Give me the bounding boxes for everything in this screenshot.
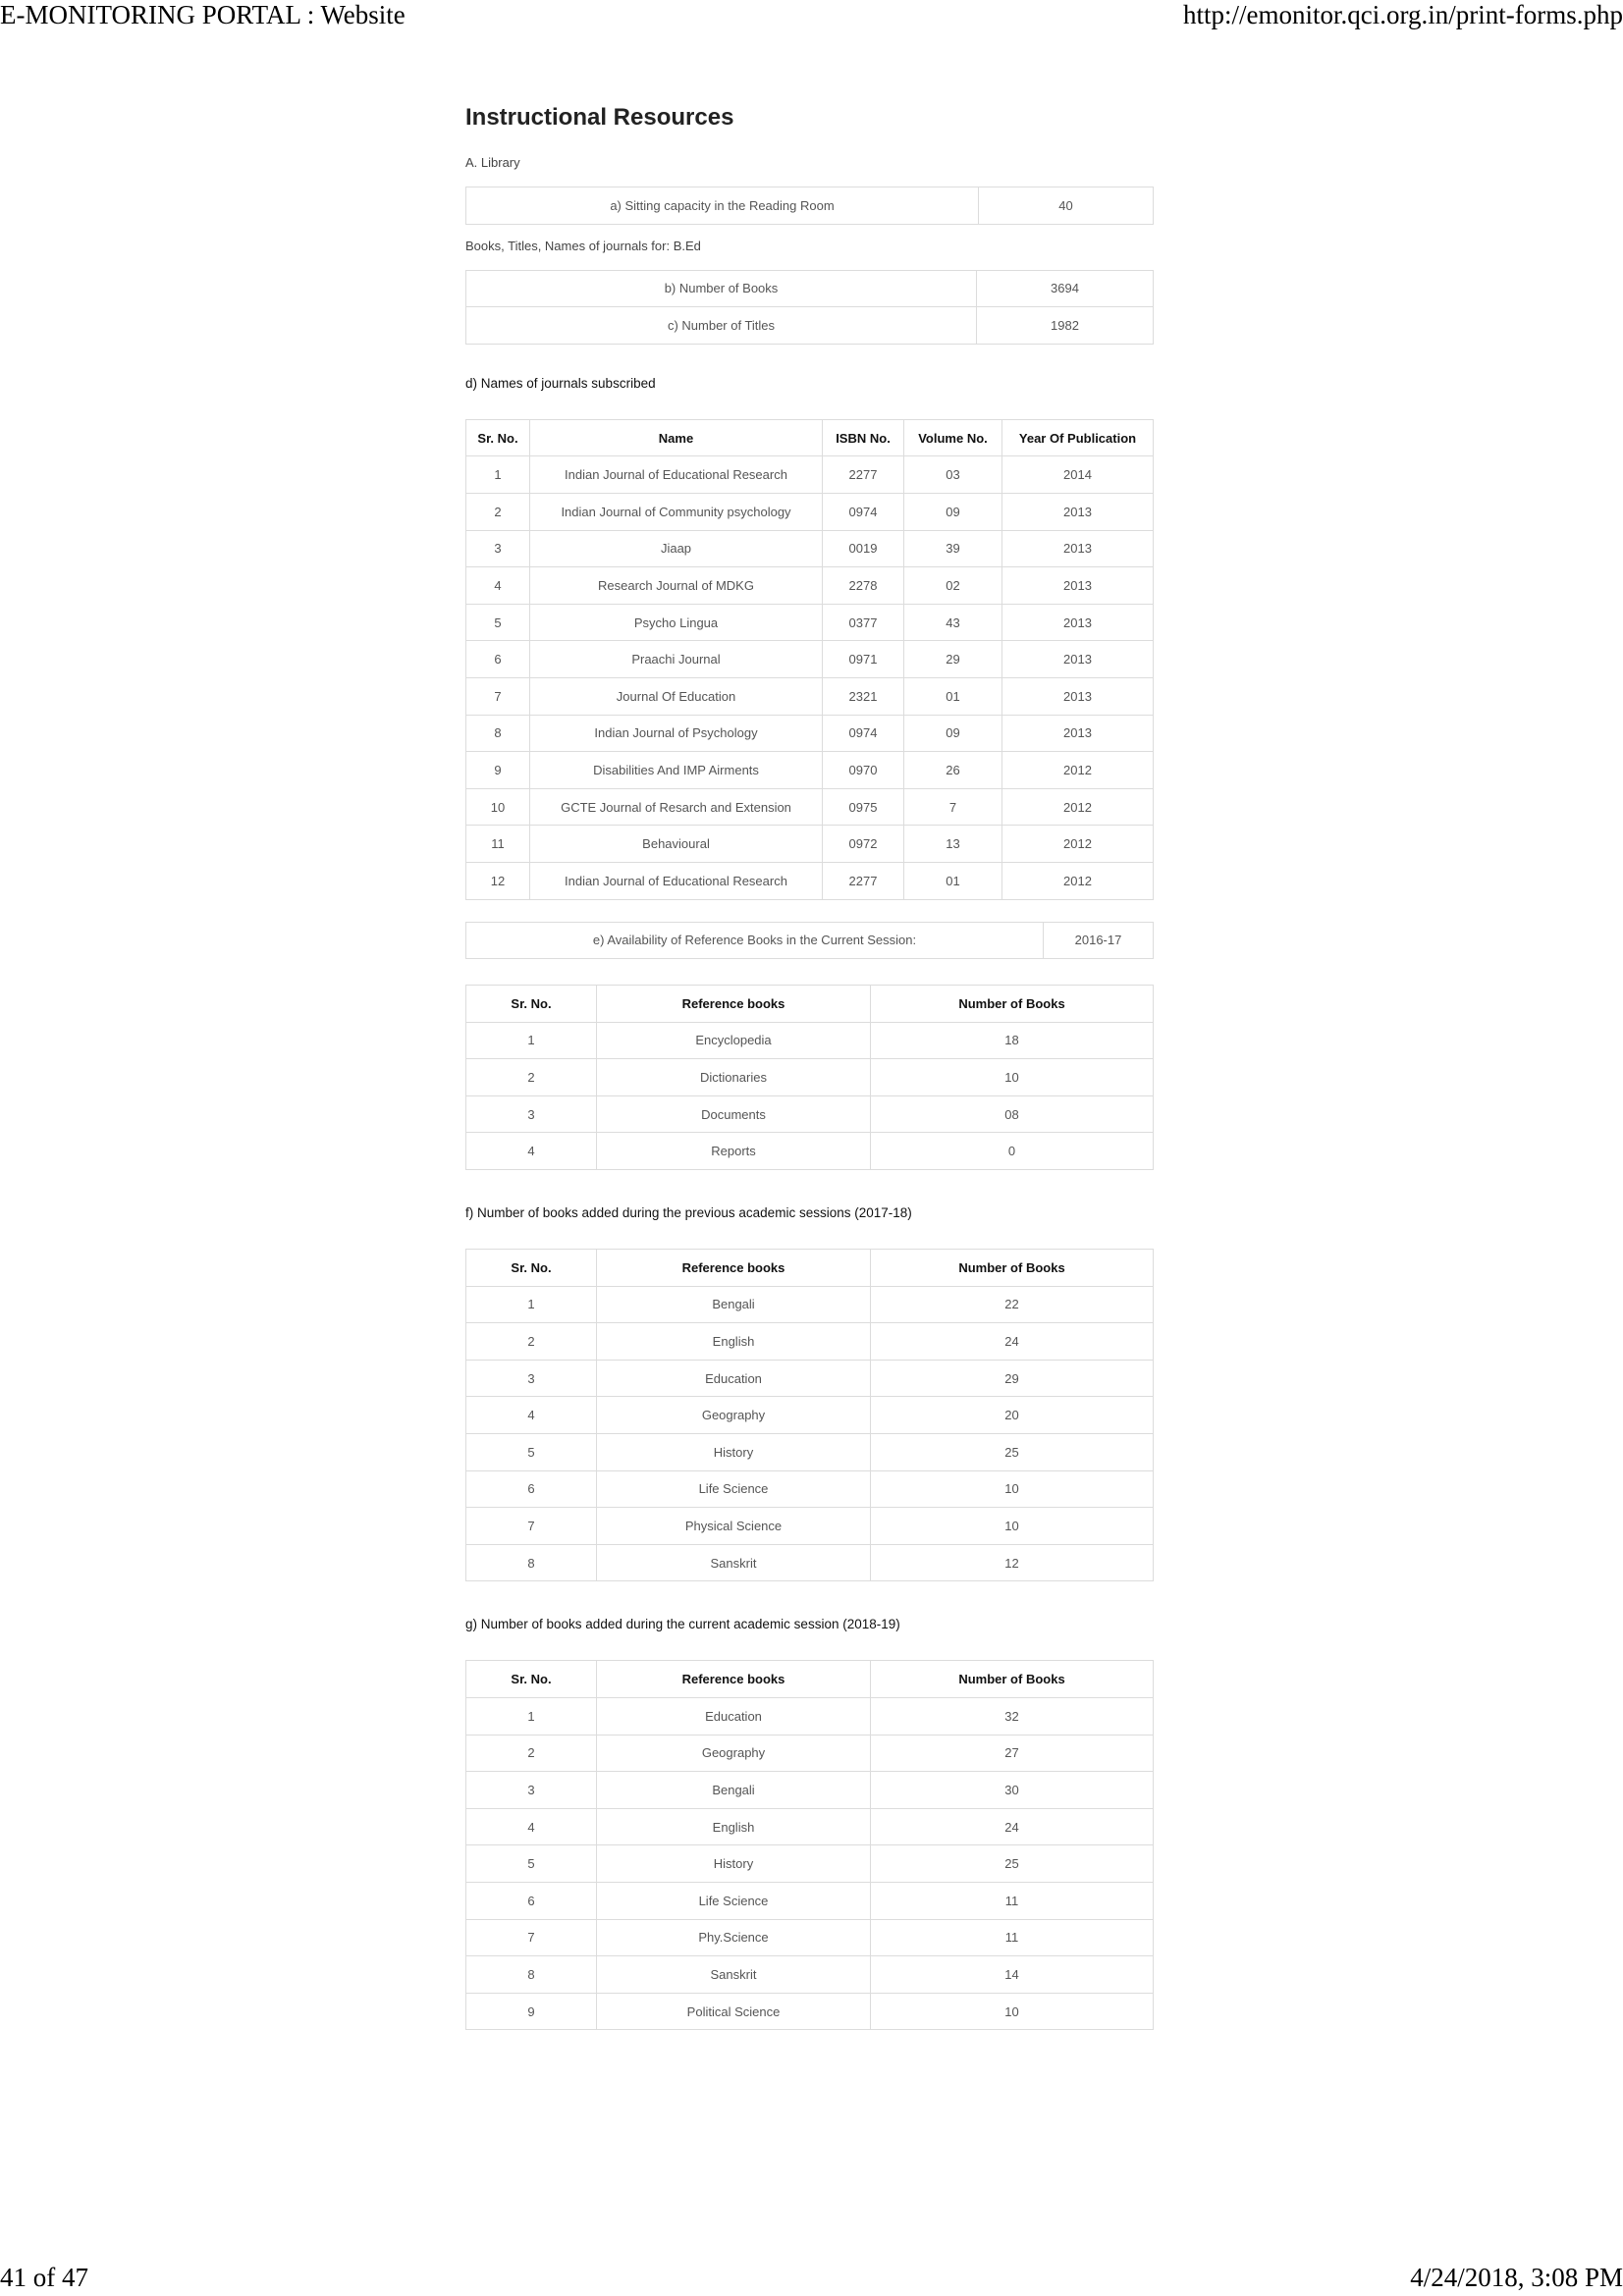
journals-body (466, 456, 1154, 899)
col-isbn: ISBN No. (823, 419, 904, 456)
print-header-title: E-MONITORING PORTAL : Website (0, 0, 406, 29)
table-row (466, 1397, 1154, 1434)
table-cell: 8 (466, 715, 530, 752)
availability-value: 2016-17 (1044, 922, 1154, 959)
table-cell: English (597, 1323, 871, 1361)
table-row (466, 1956, 1154, 1994)
table-cell: Bengali (597, 1772, 871, 1809)
table-cell: 12 (466, 862, 530, 899)
table-cell: Reports (597, 1133, 871, 1170)
table-cell: Dictionaries (597, 1059, 871, 1096)
table-cell: 0974 (823, 715, 904, 752)
table-row (466, 456, 1154, 494)
table-cell: 6 (466, 641, 530, 678)
availability-label: e) Availability of Reference Books in the Current Session: (466, 922, 1044, 959)
table-row (466, 1095, 1154, 1133)
current-session-heading: g) Number of books added during the current academic session (2018-19) (465, 1617, 900, 1632)
table-cell: 2012 (1002, 788, 1154, 826)
table-cell: GCTE Journal of Resarch and Extension (530, 788, 823, 826)
table-cell: 12 (871, 1544, 1154, 1581)
table-cell: 0019 (823, 530, 904, 567)
table-cell: 29 (871, 1360, 1154, 1397)
table-cell: 22 (871, 1286, 1154, 1323)
previous-session-heading: f) Number of books added during the previous academic sessions (2017-18) (465, 1205, 912, 1221)
table-cell: 2 (466, 493, 530, 530)
table-cell: 9 (466, 752, 530, 789)
table-cell: 5 (466, 604, 530, 641)
table-cell: Sanskrit (597, 1956, 871, 1994)
table-cell: 2012 (1002, 862, 1154, 899)
table-cell: Education (597, 1360, 871, 1397)
table-row (466, 1544, 1154, 1581)
sitting-capacity-table (465, 187, 1154, 225)
table-cell: 27 (871, 1735, 1154, 1772)
table-row (466, 1286, 1154, 1323)
col-number-of-books: Number of Books (871, 986, 1154, 1023)
library-label: A. Library (465, 155, 520, 170)
table-cell: 8 (466, 1544, 597, 1581)
table-cell: History (597, 1434, 871, 1471)
table-cell: 4 (466, 1133, 597, 1170)
table-cell: 4 (466, 567, 530, 605)
table-cell: 0975 (823, 788, 904, 826)
table-cell: History (597, 1845, 871, 1883)
table-header-row (466, 1661, 1154, 1698)
col-sr-no: Sr. No. (466, 1661, 597, 1698)
books-count-label: b) Number of Books (466, 270, 977, 307)
table-cell: 7 (466, 1919, 597, 1956)
table-row (466, 1059, 1154, 1096)
table-cell: 09 (904, 715, 1002, 752)
col-reference-books: Reference books (597, 1661, 871, 1698)
table-row (466, 1698, 1154, 1735)
table-header-row (466, 419, 1154, 456)
table-header-row (466, 986, 1154, 1023)
table-cell: 01 (904, 862, 1002, 899)
table-cell: 0974 (823, 493, 904, 530)
table-cell: 30 (871, 1772, 1154, 1809)
table-cell: 2013 (1002, 641, 1154, 678)
table-cell: 0 (871, 1133, 1154, 1170)
table-cell: 1 (466, 456, 530, 494)
table-row (466, 862, 1154, 899)
table-cell: 6 (466, 1470, 597, 1508)
table-cell: 2277 (823, 862, 904, 899)
table-cell: Praachi Journal (530, 641, 823, 678)
table-cell: 10 (871, 1993, 1154, 2030)
table-cell: 0971 (823, 641, 904, 678)
table-cell: 4 (466, 1808, 597, 1845)
table-row (466, 1735, 1154, 1772)
table-cell: 10 (871, 1059, 1154, 1096)
print-footer (0, 2263, 1623, 2296)
table-row (466, 1808, 1154, 1845)
table-cell: Journal Of Education (530, 677, 823, 715)
table-cell: 39 (904, 530, 1002, 567)
table-cell: 0377 (823, 604, 904, 641)
table-cell: Life Science (597, 1470, 871, 1508)
page-title: Instructional Resources (465, 104, 734, 131)
reference-body (466, 1022, 1154, 1169)
titles-count-value: 1982 (977, 307, 1154, 345)
table-row (466, 1919, 1154, 1956)
table-cell: 2013 (1002, 604, 1154, 641)
table-cell: 11 (871, 1882, 1154, 1919)
table-cell: 03 (904, 456, 1002, 494)
table-row (466, 604, 1154, 641)
table-cell: 10 (871, 1508, 1154, 1545)
col-sr-no: Sr. No. (466, 986, 597, 1023)
table-cell: 3 (466, 1360, 597, 1397)
table-cell: 0970 (823, 752, 904, 789)
table-row (466, 641, 1154, 678)
table-cell: 1 (466, 1022, 597, 1059)
table-cell: Bengali (597, 1286, 871, 1323)
print-header (0, 0, 1623, 33)
table-cell: 7 (466, 1508, 597, 1545)
table-row (466, 1882, 1154, 1919)
sitting-capacity-label: a) Sitting capacity in the Reading Room (466, 187, 979, 225)
table-cell: Indian Journal of Community psychology (530, 493, 823, 530)
books-count-value: 3694 (977, 270, 1154, 307)
table-cell: 02 (904, 567, 1002, 605)
table-cell: 11 (871, 1919, 1154, 1956)
table-cell: 2014 (1002, 456, 1154, 494)
col-volume: Volume No. (904, 419, 1002, 456)
col-name: Name (530, 419, 823, 456)
table-row (466, 1993, 1154, 2030)
table-cell: 26 (904, 752, 1002, 789)
previous-session-table (465, 1249, 1154, 1581)
books-titles-table (465, 270, 1154, 345)
table-cell: 2278 (823, 567, 904, 605)
current-body (466, 1698, 1154, 2030)
table-cell: 5 (466, 1434, 597, 1471)
table-cell: 0972 (823, 826, 904, 863)
table-cell: 13 (904, 826, 1002, 863)
table-cell: 2013 (1002, 567, 1154, 605)
books-label: Books, Titles, Names of journals for: B.Ed (465, 238, 701, 253)
table-row (466, 567, 1154, 605)
table-cell: 24 (871, 1323, 1154, 1361)
table-cell: 25 (871, 1434, 1154, 1471)
table-cell: 3 (466, 1772, 597, 1809)
table-cell: 1 (466, 1286, 597, 1323)
table-cell: 25 (871, 1845, 1154, 1883)
table-cell: Phy.Science (597, 1919, 871, 1956)
table-row (466, 1434, 1154, 1471)
table-cell: 29 (904, 641, 1002, 678)
table-row (466, 1022, 1154, 1059)
table-cell: 10 (466, 788, 530, 826)
table-row (466, 307, 1154, 345)
table-row (466, 1845, 1154, 1883)
table-row (466, 1508, 1154, 1545)
col-sr-no: Sr. No. (466, 1250, 597, 1287)
table-cell: 2321 (823, 677, 904, 715)
table-row (466, 1323, 1154, 1361)
table-cell: 18 (871, 1022, 1154, 1059)
table-row (466, 1360, 1154, 1397)
col-year: Year Of Publication (1002, 419, 1154, 456)
table-cell: Indian Journal of Psychology (530, 715, 823, 752)
current-session-table (465, 1660, 1154, 2030)
page-counter: 41 of 47 (0, 2263, 88, 2292)
table-cell: 7 (466, 677, 530, 715)
table-cell: 2277 (823, 456, 904, 494)
col-number-of-books: Number of Books (871, 1661, 1154, 1698)
table-cell: Geography (597, 1735, 871, 1772)
table-row (466, 1470, 1154, 1508)
table-cell: Disabilities And IMP Airments (530, 752, 823, 789)
table-cell: 2013 (1002, 715, 1154, 752)
table-cell: 3 (466, 1095, 597, 1133)
table-cell: 2013 (1002, 530, 1154, 567)
table-cell: Psycho Lingua (530, 604, 823, 641)
table-row (466, 1133, 1154, 1170)
table-row (466, 530, 1154, 567)
reference-books-table (465, 985, 1154, 1170)
table-cell: 2012 (1002, 752, 1154, 789)
table-cell: 10 (871, 1470, 1154, 1508)
table-cell: Geography (597, 1397, 871, 1434)
table-cell: 43 (904, 604, 1002, 641)
table-cell: Documents (597, 1095, 871, 1133)
table-cell: 14 (871, 1956, 1154, 1994)
table-cell: Physical Science (597, 1508, 871, 1545)
table-cell: English (597, 1808, 871, 1845)
journals-heading: d) Names of journals subscribed (465, 375, 656, 391)
table-cell: Sanskrit (597, 1544, 871, 1581)
table-cell: Indian Journal of Educational Research (530, 862, 823, 899)
table-row (466, 270, 1154, 307)
journals-table (465, 419, 1154, 900)
table-cell: 3 (466, 530, 530, 567)
print-header-url: http://emonitor.qci.org.in/print-forms.php (1183, 0, 1623, 29)
table-cell: 7 (904, 788, 1002, 826)
table-cell: 6 (466, 1882, 597, 1919)
print-timestamp: 4/24/2018, 3:08 PM (1410, 2263, 1623, 2292)
table-cell: Research Journal of MDKG (530, 567, 823, 605)
table-row (466, 922, 1154, 959)
table-cell: 11 (466, 826, 530, 863)
table-cell: 32 (871, 1698, 1154, 1735)
table-cell: Jiaap (530, 530, 823, 567)
table-cell: 2012 (1002, 826, 1154, 863)
table-row (466, 715, 1154, 752)
col-reference-books: Reference books (597, 986, 871, 1023)
table-row (466, 187, 1154, 225)
table-cell: 2 (466, 1323, 597, 1361)
col-reference-books: Reference books (597, 1250, 871, 1287)
table-row (466, 788, 1154, 826)
table-cell: 08 (871, 1095, 1154, 1133)
table-cell: 24 (871, 1808, 1154, 1845)
table-row (466, 752, 1154, 789)
sitting-capacity-value: 40 (979, 187, 1154, 225)
table-cell: Political Science (597, 1993, 871, 2030)
table-cell: Indian Journal of Educational Research (530, 456, 823, 494)
table-cell: 2 (466, 1059, 597, 1096)
table-cell: Education (597, 1698, 871, 1735)
table-cell: 2013 (1002, 493, 1154, 530)
table-cell: 20 (871, 1397, 1154, 1434)
titles-count-label: c) Number of Titles (466, 307, 977, 345)
table-row (466, 1772, 1154, 1809)
instructional-resources-section (465, 98, 1154, 2030)
previous-body (466, 1286, 1154, 1581)
table-cell: Behavioural (530, 826, 823, 863)
table-row (466, 677, 1154, 715)
table-cell: 2 (466, 1735, 597, 1772)
table-cell: Encyclopedia (597, 1022, 871, 1059)
table-cell: 4 (466, 1397, 597, 1434)
table-header-row (466, 1250, 1154, 1287)
table-row (466, 493, 1154, 530)
table-row (466, 826, 1154, 863)
table-cell: 1 (466, 1698, 597, 1735)
table-cell: 09 (904, 493, 1002, 530)
table-cell: 5 (466, 1845, 597, 1883)
col-number-of-books: Number of Books (871, 1250, 1154, 1287)
table-cell: 2013 (1002, 677, 1154, 715)
table-cell: 01 (904, 677, 1002, 715)
table-cell: 8 (466, 1956, 597, 1994)
table-cell: Life Science (597, 1882, 871, 1919)
table-cell: 9 (466, 1993, 597, 2030)
availability-table (465, 922, 1154, 960)
col-sr-no: Sr. No. (466, 419, 530, 456)
